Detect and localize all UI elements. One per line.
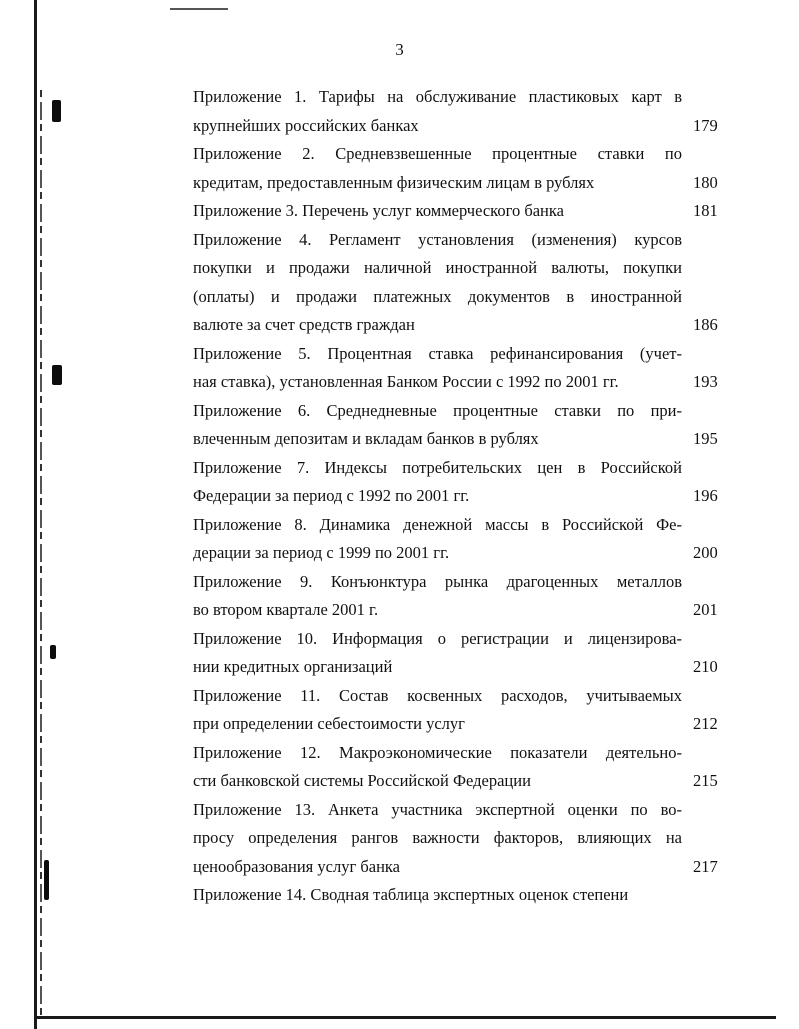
- toc-entry-text: Приложение 2. Средневзвешенные процентные ставки по: [193, 144, 682, 163]
- toc-entry-line: [193, 482, 718, 511]
- toc-entry: [193, 83, 720, 140]
- toc-entry-line: [193, 340, 682, 369]
- toc-entry-text: при определении себестоимости услуг: [193, 714, 465, 733]
- toc-entry-line: [193, 853, 718, 882]
- toc-entry-text: Приложение 12. Макроэкономические показатели деятельно-: [193, 742, 682, 762]
- toc-entry-line: [193, 283, 682, 312]
- toc-entry-text: (оплаты) и продажи платежных документов в иностранной: [193, 286, 682, 306]
- toc-entry-text: Приложение 10. Информация о регистрации и лицензирова-: [193, 628, 682, 648]
- toc-entry-text: Приложение 8. Динамика денежной массы в Российской Фе-: [193, 514, 682, 534]
- toc-entry-text: Федерации за период с 1992 по 2001 гг.: [193, 486, 470, 505]
- toc-entry-text: Приложение 11. Состав косвенных расходов, учитываемых: [193, 685, 682, 705]
- toc-page-number: 195: [693, 429, 718, 448]
- toc-page-number: 179: [693, 115, 718, 135]
- toc-entry-line: [193, 796, 682, 825]
- toc-entry-line: [193, 511, 682, 540]
- scan-edge: [34, 0, 37, 1029]
- toc-entry-text: просу определения рангов важности факторов, влияющих на: [193, 828, 682, 847]
- scan-blot: [44, 860, 49, 900]
- toc-entry: [193, 881, 720, 910]
- toc-entry-text: Приложение 3. Перечень услуг коммерческого банка: [193, 201, 564, 220]
- toc-entry-line: [193, 112, 718, 141]
- toc-entry-line: [193, 83, 682, 112]
- toc-page-number: 180: [693, 172, 718, 192]
- toc-entry-text: ная ставка), установленная Банком России с 1992 по 2001 гг.: [193, 372, 619, 391]
- toc-entry: [193, 140, 720, 197]
- toc-page-number: 181: [693, 201, 718, 220]
- toc-entry-text: кредитам, предоставленным физическим лицам в рублях: [193, 172, 595, 192]
- toc-entry-text: Приложение 4. Регламент установления (изменения) курсов: [193, 229, 682, 249]
- toc-entry: [193, 340, 720, 397]
- toc-entry: [193, 682, 720, 739]
- toc-entry-text: во втором квартале 2001 г.: [193, 600, 379, 619]
- toc-entry-line: [193, 653, 718, 682]
- toc-entry-text: Приложение 5. Процентная ставка рефинансирования (учет-: [193, 343, 682, 363]
- toc-entry-text: крупнейших российских банках: [193, 115, 419, 135]
- toc-entry: [193, 454, 720, 511]
- toc-entry: [193, 197, 720, 226]
- toc-entry-text: ценообразования услуг банка: [193, 856, 400, 876]
- toc-page-number: 196: [693, 486, 718, 505]
- toc-entry-text: Приложение 13. Анкета участника экспертной оценки по во-: [193, 799, 682, 819]
- toc-entry: [193, 739, 720, 796]
- toc-page-number: 186: [693, 315, 718, 334]
- toc-entry-text: нии кредитных организаций: [193, 657, 393, 676]
- toc-entry-text: Приложение 7. Индексы потребительских цен в Российской: [193, 457, 682, 477]
- toc-entry: [193, 397, 720, 454]
- toc-entry-line: [193, 368, 718, 397]
- toc-entry-line: [193, 824, 682, 853]
- toc-entry-text: Приложение 14. Сводная таблица экспертных оценок степени: [193, 885, 629, 904]
- scan-line: [170, 8, 228, 10]
- toc-entry-line: [193, 710, 718, 739]
- toc-entry-line: [193, 226, 682, 255]
- toc-page-number: 193: [693, 372, 718, 391]
- toc-entry-line: [193, 425, 718, 454]
- toc-entry-line: [193, 539, 718, 568]
- scan-edge-shadow: [40, 90, 42, 1020]
- toc-page-number: 201: [693, 600, 718, 619]
- toc-page-number: 212: [693, 714, 718, 733]
- toc-entry-line: [193, 254, 682, 283]
- toc-entry: [193, 625, 720, 682]
- toc-entry-line: [193, 454, 682, 483]
- toc-entry: [193, 796, 720, 882]
- toc-entry-line: [193, 311, 718, 340]
- scan-line: [36, 1016, 776, 1019]
- table-of-contents: [193, 83, 720, 910]
- toc-entry-line: [193, 767, 718, 796]
- toc-page-number: 200: [693, 543, 718, 562]
- toc-entry-line: [193, 169, 718, 198]
- toc-entry-text: покупки и продажи наличной иностранной валюты, покупки: [193, 258, 682, 277]
- toc-page-number: 215: [693, 771, 718, 790]
- toc-entry-line: [193, 140, 682, 169]
- toc-page-number: 217: [693, 856, 718, 876]
- toc-entry-text: валюте за счет средств граждан: [193, 315, 415, 334]
- toc-entry-text: дерации за период с 1999 по 2001 гг.: [193, 543, 450, 562]
- toc-entry: [193, 226, 720, 340]
- scan-blot: [52, 100, 61, 122]
- toc-entry-line: [193, 682, 682, 711]
- toc-entry-text: Приложение 6. Среднедневные процентные ставки по при-: [193, 400, 682, 420]
- toc-entry-line: [193, 881, 682, 910]
- toc-page-number: 210: [693, 657, 718, 676]
- toc-entry-text: сти банковской системы Российской Федерации: [193, 771, 531, 790]
- toc-entry-line: [193, 596, 718, 625]
- toc-entry-line: [193, 739, 682, 768]
- toc-entry-text: влеченным депозитам и вкладам банков в рублях: [193, 429, 539, 448]
- toc-entry-line: [193, 197, 718, 226]
- toc-entry: [193, 568, 720, 625]
- toc-entry-line: [193, 397, 682, 426]
- toc-entry-text: Приложение 1. Тарифы на обслуживание пластиковых карт в: [193, 87, 682, 106]
- scan-blot: [52, 365, 62, 385]
- scan-blot: [50, 645, 56, 659]
- toc-entry-line: [193, 625, 682, 654]
- toc-entry: [193, 511, 720, 568]
- toc-entry-line: [193, 568, 682, 597]
- page-number: 3: [395, 40, 404, 59]
- toc-entry-text: Приложение 9. Конъюнктура рынка драгоценных металлов: [193, 571, 682, 591]
